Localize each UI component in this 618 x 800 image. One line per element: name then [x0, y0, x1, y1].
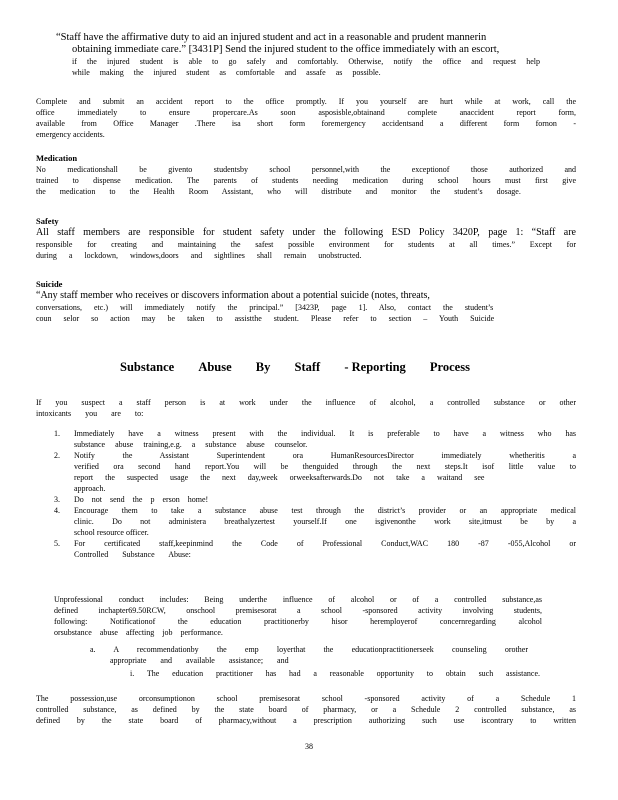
safety-section	[36, 216, 576, 261]
accident-paragraph	[36, 96, 576, 140]
possession-paragraph	[36, 693, 576, 726]
intro-line-3: if the injured student is able to go safely and comfortably. Otherwise, notify the office and request help	[72, 57, 540, 66]
suicide-line: “Any staff member who receives or discovers information about a potential suicide (notes, threats,	[36, 290, 430, 301]
possession-line: controlled substance, as defined by the state board of pharmacy, or a Schedule 2 controlled substance, as	[36, 705, 576, 714]
accident-line: office immediately to ensure propercare.As soon asposisble,obtainand complete anaccident report form,	[36, 108, 576, 117]
section-title-word: Process	[429, 360, 470, 374]
unprofessional-conduct	[54, 594, 542, 638]
step-line: Immediately have a witness present with the individual. It is preferable to have a witness who has	[74, 429, 576, 438]
intro-line-2: obtaining immediate care.” [3431P] Send the injured student to the office immediately with an escort,	[72, 44, 500, 55]
abuse-intro	[36, 397, 576, 419]
sub-item-a	[90, 644, 528, 666]
safety-line: during a lockdown, windows,doors and sightlines shall remain unobstructed.	[36, 251, 362, 260]
medication-heading: Medication	[36, 153, 78, 163]
suicide-line: coun selor so action may be taken to assistthe student. Please refer to section – Youth Suicide	[36, 314, 495, 323]
page-number: 38	[305, 742, 313, 751]
sub-a-line: appropriate and available assistance; and	[110, 656, 289, 665]
accident-line: emergency accidents.	[36, 130, 105, 139]
step-line: Controlled Substance Abuse:	[74, 550, 191, 559]
step-line: Do not send the p erson home!	[74, 495, 209, 504]
step-item	[36, 538, 576, 560]
intro-quote	[56, 32, 546, 78]
section-title	[120, 362, 470, 373]
suicide-heading: Suicide	[36, 279, 63, 289]
step-line: clinic. Do not administera breathalyzertest yourself.If one isgivenonthe work site,itmust be by a	[74, 517, 576, 526]
accident-line: available from Office Manager .There isa short form foremergency accidentsand a different form fornon -	[36, 119, 576, 128]
sub-item-i	[130, 668, 540, 679]
medication-section	[36, 153, 576, 197]
safety-heading: Safety	[36, 216, 59, 226]
step-line: approach.	[74, 484, 106, 493]
medication-line: the medication to the Health Room Assistant, who will distribute and monitor the student’s dosage.	[36, 187, 521, 196]
abuse-intro-line: intoxicants you are to:	[36, 409, 144, 418]
abuse-intro-line: If you suspect a staff person is at work under the influence of alcohol, a controlled substance or other	[36, 398, 576, 407]
possession-line: The possession,use orconsumptionon school premisesorat school -sponsored activity of a Schedule 1	[36, 694, 576, 703]
step-line: verified ora second hand report.You will be thenguided through the next steps.It isof little value to	[74, 462, 576, 471]
sub-i-line: i. The education practitioner has had a reasonable opportunity to obtain such assistance.	[130, 669, 540, 678]
safety-line: All staff members are responsible for student safety under the following ESD Policy 3420P, page 1: “Staff are	[36, 227, 576, 238]
step-line: school resource officer.	[74, 528, 149, 537]
intro-line-1: “Staff have the affirmative duty to aid an injured student and act in a reasonable and prudent mannerin	[56, 32, 487, 43]
unprofessional-line: Unprofessional conduct includes: Being underthe influence of alcohol or of a controlled substance,as	[54, 595, 542, 604]
possession-line: defined by the state board of pharmacy,without a prescription authorizing such use iscontrary to written	[36, 716, 576, 725]
sub-a-line: a. A recommendationby the emp loyerthat the educationpractitionerseek counseling orother	[90, 645, 528, 654]
medication-line: trained to dispense medication. The parents of students needing medication during school hours must first give	[36, 176, 576, 185]
step-number: 2.	[54, 451, 60, 460]
suicide-line: conversations, etc.) will immediately notify the principal.” [3423P, page 1]. Also, contact the student’s	[36, 303, 494, 312]
unprofessional-line: following: Notificationof the education practitionerby hisor heremployerof concernregarding alcohol	[54, 617, 542, 626]
step-line: For certificated staff,keepinmind the Code of Professional Conduct,WAC 180 -87 -055,Alcohol or	[74, 539, 576, 548]
step-number: 1.	[54, 429, 60, 438]
steps-list	[36, 428, 576, 560]
accident-line: Complete and submit an accident report to the office promptly. If you yourself are hurt while at work, call the	[36, 97, 576, 106]
section-title-word: Abuse	[198, 360, 232, 374]
medication-line: No medicationshall be givento studentsby school personnel,with the exceptionof those authorized and	[36, 165, 576, 174]
step-number: 3.	[54, 495, 60, 504]
step-item	[36, 450, 576, 494]
section-title-word: - Reporting	[344, 360, 406, 374]
section-title-word: By	[255, 360, 271, 374]
step-item	[36, 505, 576, 538]
intro-line-4: while making the injured student as comfortable and assafe as possible.	[72, 68, 381, 77]
step-item	[36, 428, 576, 450]
unprofessional-line: orsubstance abuse affecting job performance.	[54, 628, 223, 637]
step-item	[36, 494, 576, 505]
step-number: 4.	[54, 506, 60, 515]
step-number: 5.	[54, 539, 60, 548]
safety-line: responsible for creating and maintaining the safest possible environment for students at all times.” Except for	[36, 240, 576, 249]
section-title-word: Staff	[294, 360, 321, 374]
suicide-section	[36, 279, 576, 324]
unprofessional-line: defined inchapter69.50RCW, onschool premisesorat a school -sponsored activity involving students,	[54, 606, 542, 615]
step-line: Notify the Assistant Superintendent ora HumanResourcesDirector immediately whetheritis a	[74, 451, 576, 460]
step-line: report the suspected usage the next day,week orweeksafterwards.Do not take a waitand see	[74, 473, 485, 482]
step-line: Encourage them to take a substance abuse test through the district’s provider or an appropriate medical	[74, 506, 576, 515]
section-title-word: Substance	[120, 360, 175, 374]
step-line: substance abuse training,e.g. a substance abuse counselor.	[74, 440, 308, 449]
